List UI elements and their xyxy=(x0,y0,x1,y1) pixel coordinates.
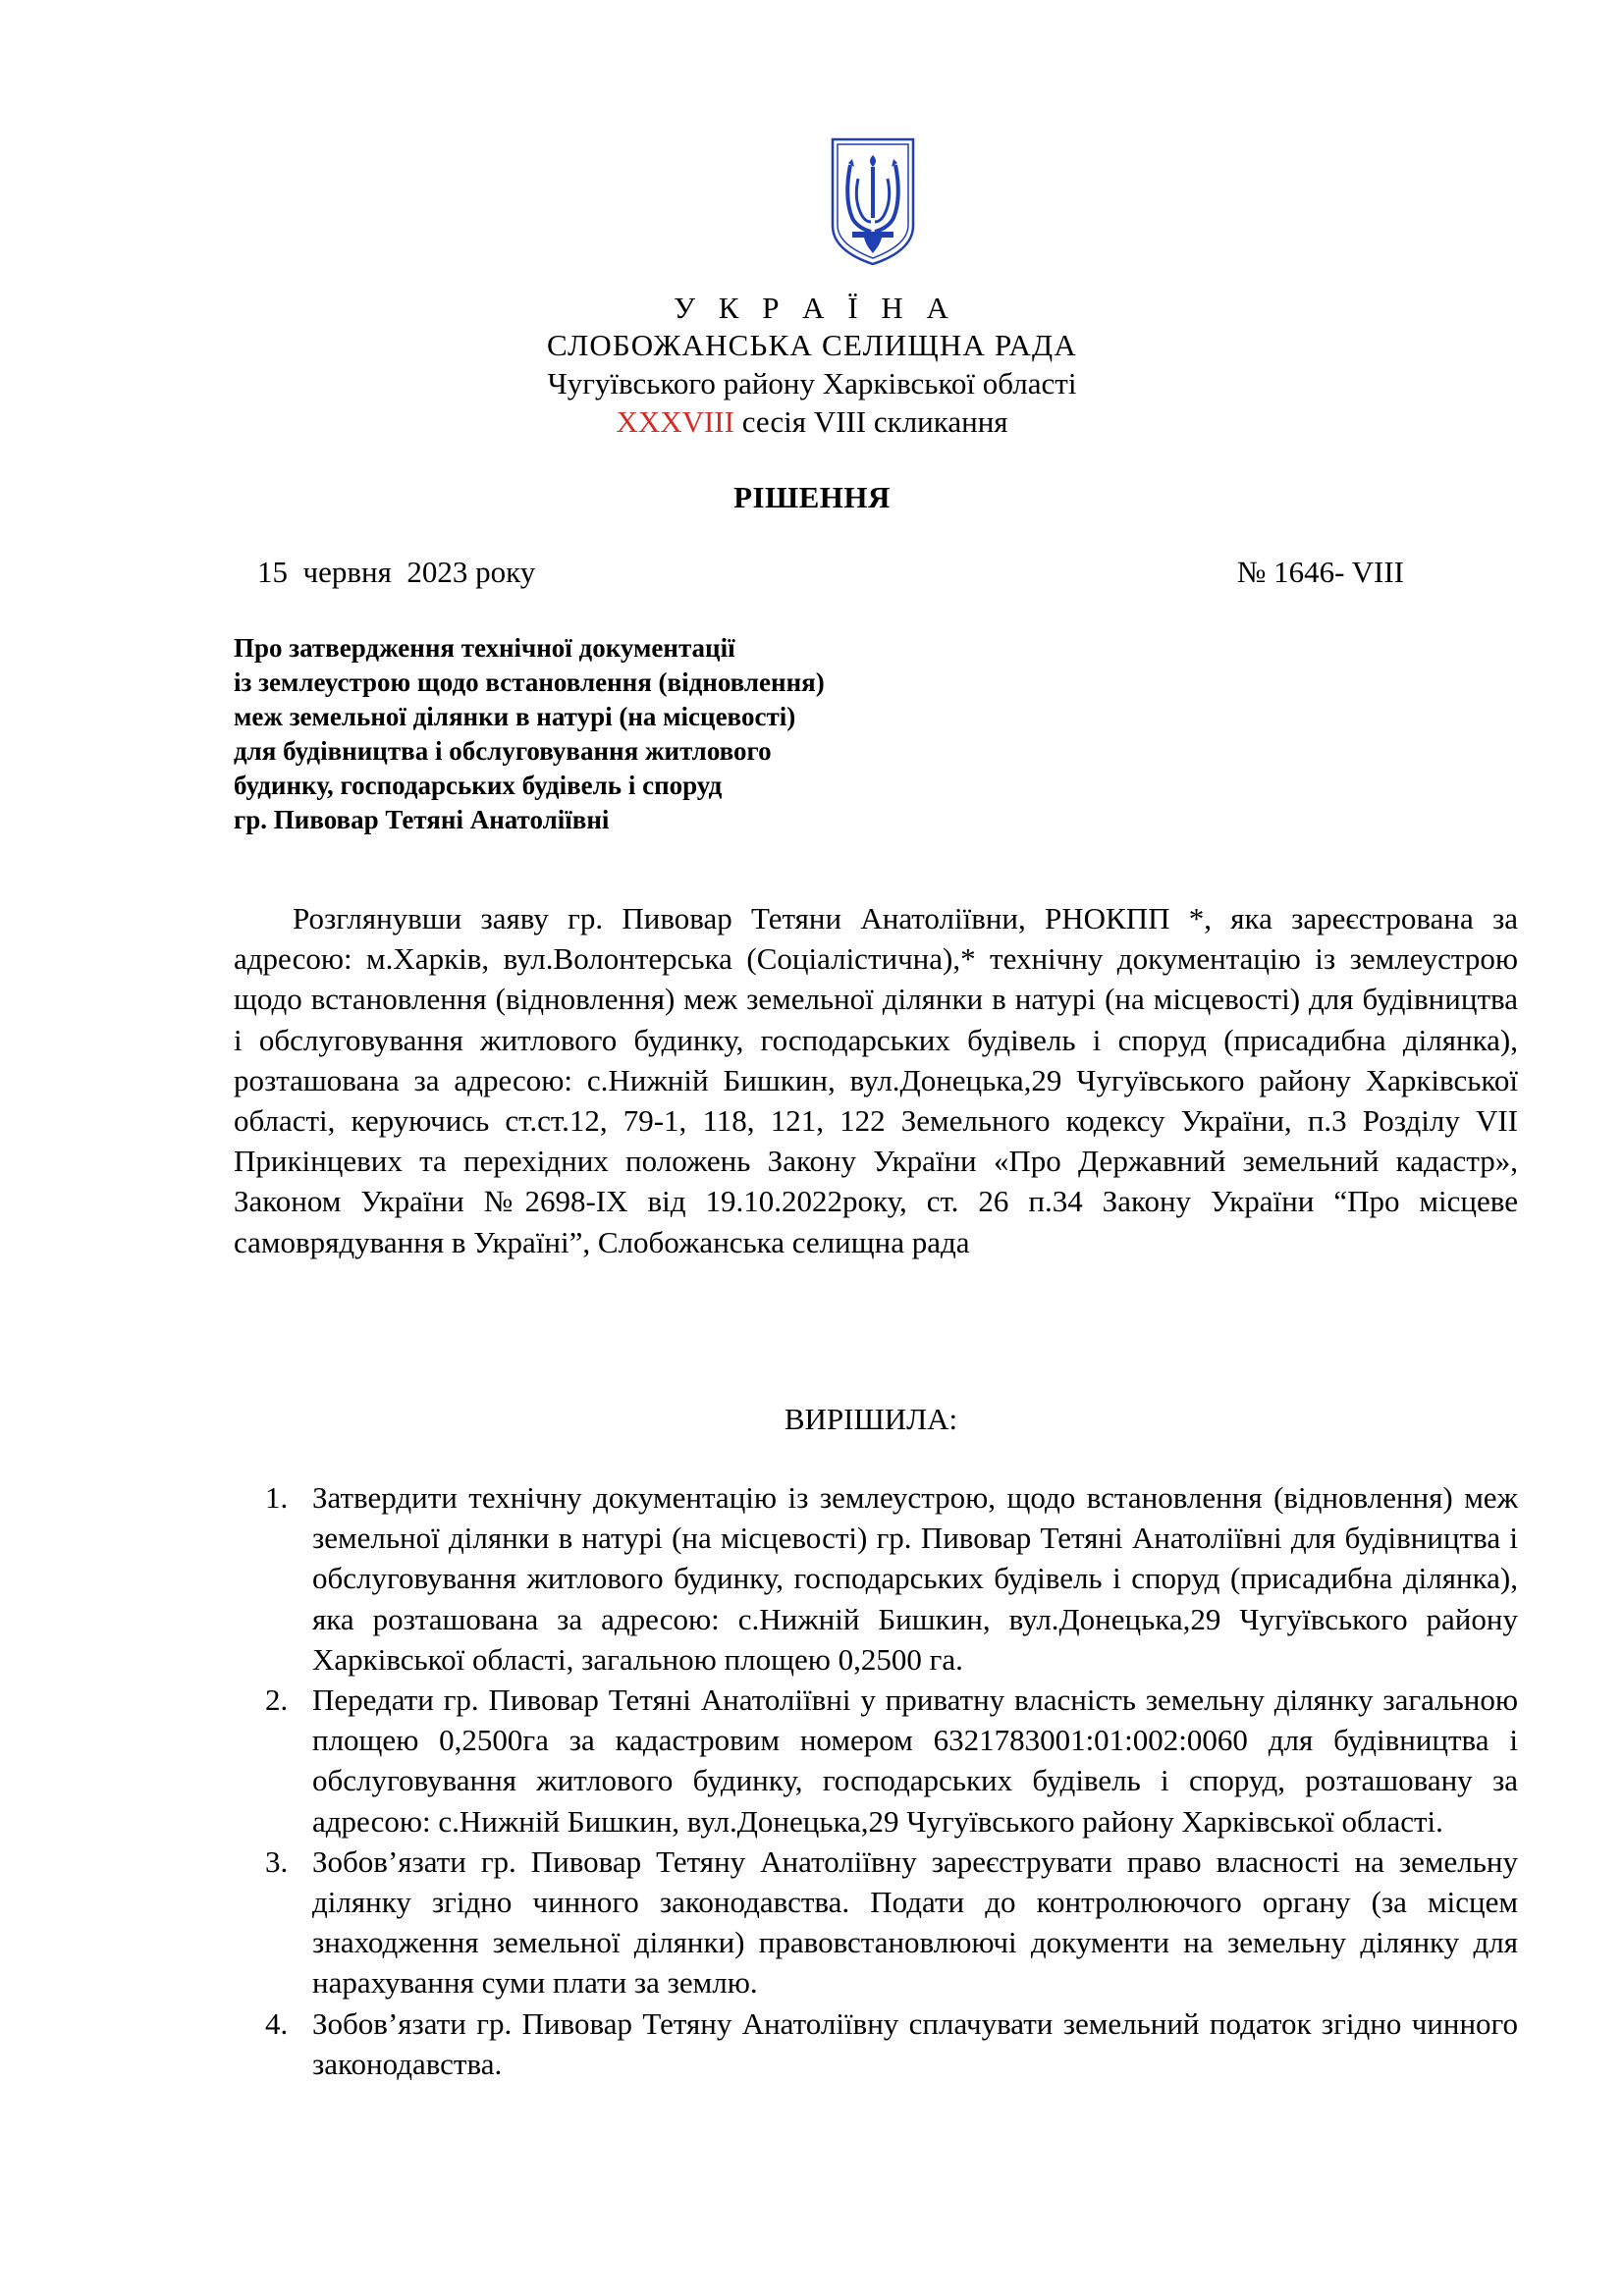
subject-line: для будівництва і обслуговування житлового xyxy=(234,736,772,766)
item-text: Затвердити технічну документацію із землеустрою, щодо встановлення (відновлення) меж земельної ділянки в натурі (на місцевості) гр. Пивовар Тетяні Анатоліївні для будівництва і обслуговування житлового будинку, господарських будівель і споруд (присадибна ділянка), яка розташована за адресою: с.Нижній Бишкин, вул.Донецька,29 Чугуївського району Харківської області, загальною площею 0,2500 га. xyxy=(312,1480,1518,1677)
item-text: Зобов’язати гр. Пивовар Тетяну Анатоліївну зареєструвати право власності на земельну ділянку згідно чинного законодавства. Подати до контролюючого органу (за місцем знаходження земельної ділянки) правовстановлюючі документи на земельну ділянку для нарахування суми плати за землю. xyxy=(312,1843,1518,2001)
subject-line: гр. Пивовар Тетяні Анатоліївні xyxy=(234,805,610,834)
subject-line: будинку, господарських будівель і споруд xyxy=(234,771,723,800)
country-name: У К Р А Ї Н А xyxy=(674,291,956,325)
item-number: 4. xyxy=(265,2005,289,2041)
subject-line: меж земельної ділянки в натурі (на місцевості) xyxy=(234,702,796,731)
document-date: 15 червня 2023 року xyxy=(257,555,536,589)
document-number: № 1646- VIII xyxy=(1236,555,1404,589)
district-name: Чугуївського району Харківської області xyxy=(547,366,1077,400)
item-text: Зобов’язати гр. Пивовар Тетяну Анатоліївну сплачувати земельний податок згідно чинного законодавства. xyxy=(312,2005,1518,2081)
decision-items-list xyxy=(265,1477,1518,2084)
coat-of-arms-icon xyxy=(829,135,917,267)
decision-item xyxy=(265,1842,1518,2003)
subject-line: із землеустрою щодо встановлення (відновлення) xyxy=(234,667,825,697)
decision-item xyxy=(265,2003,1518,2084)
item-text: Передати гр. Пивовар Тетяні Анатоліївні у приватну власність земельну ділянку загальною площею 0,2500га за кадастровим номером 6321783001:01:002:0060 для будівництва і обслуговування житлового будинку, господарських будівель і споруд, розташовану за адресою: с.Нижній Бишкин, вул.Донецька,29 Чугуївського району Харківської області. xyxy=(312,1682,1518,1839)
council-name: СЛОБОЖАНСЬКА СЕЛИЩНА РАДА xyxy=(547,328,1077,362)
item-number: 2. xyxy=(265,1682,289,1718)
decision-item xyxy=(265,1477,1518,1680)
session-convocation: сесія VIII скликання xyxy=(733,404,1008,439)
session-line xyxy=(0,403,1624,441)
decision-subject xyxy=(234,631,980,837)
session-number: XXXVIII xyxy=(616,404,734,439)
decision-item xyxy=(265,1680,1518,1842)
subject-line: Про затвердження технічної документації xyxy=(234,633,735,663)
document-title: РІШЕННЯ xyxy=(733,480,891,514)
decided-heading: ВИРІШИЛА: xyxy=(784,1402,958,1436)
item-number: 1. xyxy=(265,1480,289,1515)
preamble-paragraph: Розглянувши заяву гр. Пивовар Тетяни Анатоліївни, РНОКПП *, яка зареєстрована за адресою: м.Харків, вул.Волонтерська (Соціалістична),* технічну документацію із землеустрою щодо встановлення (відновлення) меж земельної ділянки в натурі (на місцевості) для будівництва і обслуговування житлового будинку, господарських будівель і споруд (присадибна ділянка), розташована за адресою: с.Нижній Бишкин, вул.Донецька,29 Чугуївського району Харківської області, керуючись ст.ст.12, 79-1, 118, 121, 122 Земельного кодексу України, п.3 Розділу VII Прикінцевих та перехідних положень Закону України «Про Державний земельний кадастр», Законом України №2698-ІХ від 19.10.2022року, ст. 26 п.34 Закону України “Про місцеве самоврядування в Україні”, Слобожанська селищна рада xyxy=(234,901,1518,1259)
item-number: 3. xyxy=(265,1843,289,1879)
